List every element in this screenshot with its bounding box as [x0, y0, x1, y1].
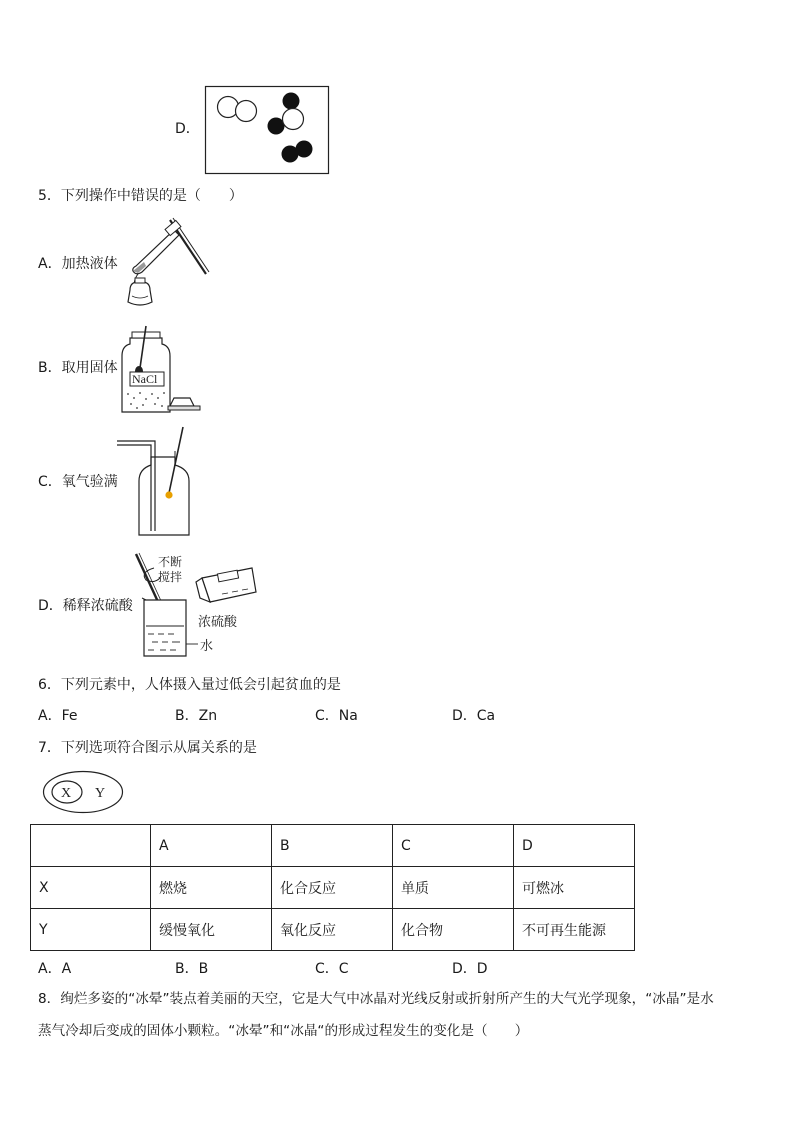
- table-cell: B: [272, 825, 393, 867]
- q7-stem: 7．下列选项符合图示从属关系的是: [38, 740, 257, 756]
- oxygen-test-figure: [117, 425, 197, 539]
- q7-option-c: C．C: [315, 961, 349, 977]
- white-atom: [283, 109, 304, 130]
- table-cell: D: [514, 825, 635, 867]
- q6-option-a: A．Fe: [38, 708, 78, 724]
- table-header-row: [31, 825, 635, 867]
- table-row: [31, 867, 635, 909]
- table-cell: 化合反应: [272, 867, 393, 909]
- q5-stem: 5．下列操作中错误的是（ ）: [38, 188, 243, 204]
- table-cell: Y: [31, 909, 151, 951]
- classification-table: [30, 824, 635, 951]
- q5-option-a: A．加热液体: [38, 256, 118, 272]
- diagram-y: Y: [95, 786, 106, 801]
- q5-option-c: C．氧气验满: [38, 474, 118, 490]
- acid-label: 浓硫酸: [198, 615, 238, 630]
- heating-liquid-figure: [118, 216, 210, 312]
- table-cell: 单质: [393, 867, 514, 909]
- table-cell: C: [393, 825, 514, 867]
- table-cell: 可燃冰: [514, 867, 635, 909]
- q4-option-d-label: D．: [175, 121, 200, 137]
- table-cell: X: [31, 867, 151, 909]
- q5-option-d: D．稀释浓硫酸: [38, 598, 133, 614]
- table-cell: A: [151, 825, 272, 867]
- white-atom: [236, 101, 257, 122]
- q8-stem-line2: 蒸气冷却后变成的固体小颗粒。“冰晕”和“冰晶“的形成过程发生的变化是（ ）: [38, 1023, 529, 1039]
- black-atom: [296, 141, 313, 158]
- q6-stem: 6．下列元素中，人体摄入量过低会引起贫血的是: [38, 677, 341, 693]
- q7-option-a: A．A: [38, 961, 72, 977]
- q6-option-b: B．Zn: [175, 708, 218, 724]
- table-cell: 不可再生能源: [514, 909, 635, 951]
- particle-diagram: [205, 86, 329, 174]
- outer-ellipse: [44, 772, 123, 813]
- table-cell: [31, 825, 151, 867]
- black-atom: [283, 93, 300, 110]
- inclusion-diagram: [42, 770, 124, 816]
- q8-stem-line1: 8．绚烂多姿的“冰晕”装点着美丽的天空，它是大气中冰晶对光线反射或折射所产生的大气光学现象，“冰晶”是水: [38, 991, 714, 1007]
- table-cell: 化合物: [393, 909, 514, 951]
- table-cell: 燃烧: [151, 867, 272, 909]
- taking-solid-figure: [118, 322, 202, 416]
- water-label: 水: [200, 639, 214, 654]
- diluting-acid-figure: [130, 550, 260, 662]
- nacl-label: NaCl: [132, 372, 158, 386]
- stir-text-2: 搅拌: [158, 570, 183, 584]
- q7-option-d: D．D: [452, 961, 488, 977]
- q7-option-b: B．B: [175, 961, 209, 977]
- table-cell: 缓慢氧化: [151, 909, 272, 951]
- q6-option-d: D．Ca: [452, 708, 496, 724]
- q5-option-b: B．取用固体: [38, 360, 118, 376]
- table-cell: 氧化反应: [272, 909, 393, 951]
- white-atom: [218, 97, 239, 118]
- stir-text-1: 不断: [158, 555, 183, 569]
- q6-option-c: C．Na: [315, 708, 358, 724]
- table-row: [31, 909, 635, 951]
- diagram-x: X: [61, 786, 72, 801]
